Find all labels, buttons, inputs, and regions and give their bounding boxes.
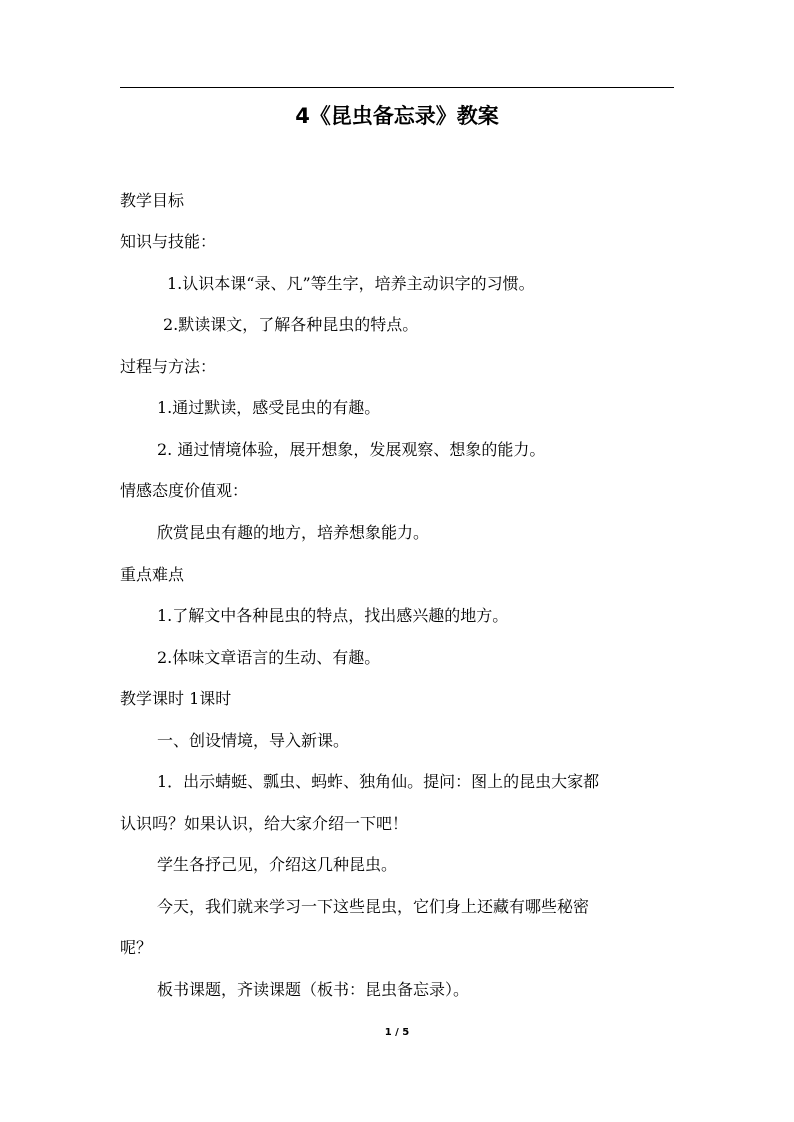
paragraph: 2.体味文章语言的生动、有趣。 (157, 648, 381, 667)
section-heading-class-hours: 教学课时 1课时 (120, 689, 232, 708)
paragraph: 1.了解文中各种昆虫的特点，找出感兴趣的地方。 (157, 606, 509, 625)
document-title: 4《昆虫备忘录》教案 (295, 104, 499, 128)
paragraph: 2.默读课文，了解各种昆虫的特点。 (163, 315, 419, 334)
section-heading-key-points: 重点难点 (120, 565, 185, 584)
paragraph: 认识吗？如果认识，给大家介绍一下吧！ (120, 814, 409, 833)
section-heading-objectives: 教学目标 (120, 191, 185, 210)
paragraph: 呢？ (120, 938, 153, 957)
subheading-process-methods: 过程与方法： (120, 357, 217, 376)
paragraph: 2. 通过情境体验，展开想象，发展观察、想象的能力。 (157, 440, 546, 459)
page-number: 1 / 5 (384, 1027, 410, 1038)
subheading-knowledge-skills: 知识与技能： (120, 232, 217, 251)
header-rule (120, 87, 674, 88)
paragraph: 今天，我们就来学习一下这些昆虫，它们身上还藏有哪些秘密 (157, 897, 590, 916)
paragraph: 欣赏昆虫有趣的地方，培养想象能力。 (157, 523, 430, 542)
paragraph: 学生各抒己见，介绍这几种昆虫。 (157, 855, 398, 874)
paragraph: 一、创设情境，导入新课。 (157, 731, 350, 750)
paragraph: 板书课题，齐读课题（板书：昆虫备忘录）。 (157, 980, 470, 999)
paragraph: 1．出示蜻蜓、瓢虫、蚂蚱、独角仙。提问：图上的昆虫大家都 (157, 772, 600, 791)
paragraph: 1.通过默读，感受昆虫的有趣。 (157, 398, 381, 417)
subheading-emotion-values: 情感态度价值观： (120, 481, 249, 500)
paragraph: 1.认识本课“录、凡”等生字，培养主动识字的习惯。 (167, 274, 535, 293)
